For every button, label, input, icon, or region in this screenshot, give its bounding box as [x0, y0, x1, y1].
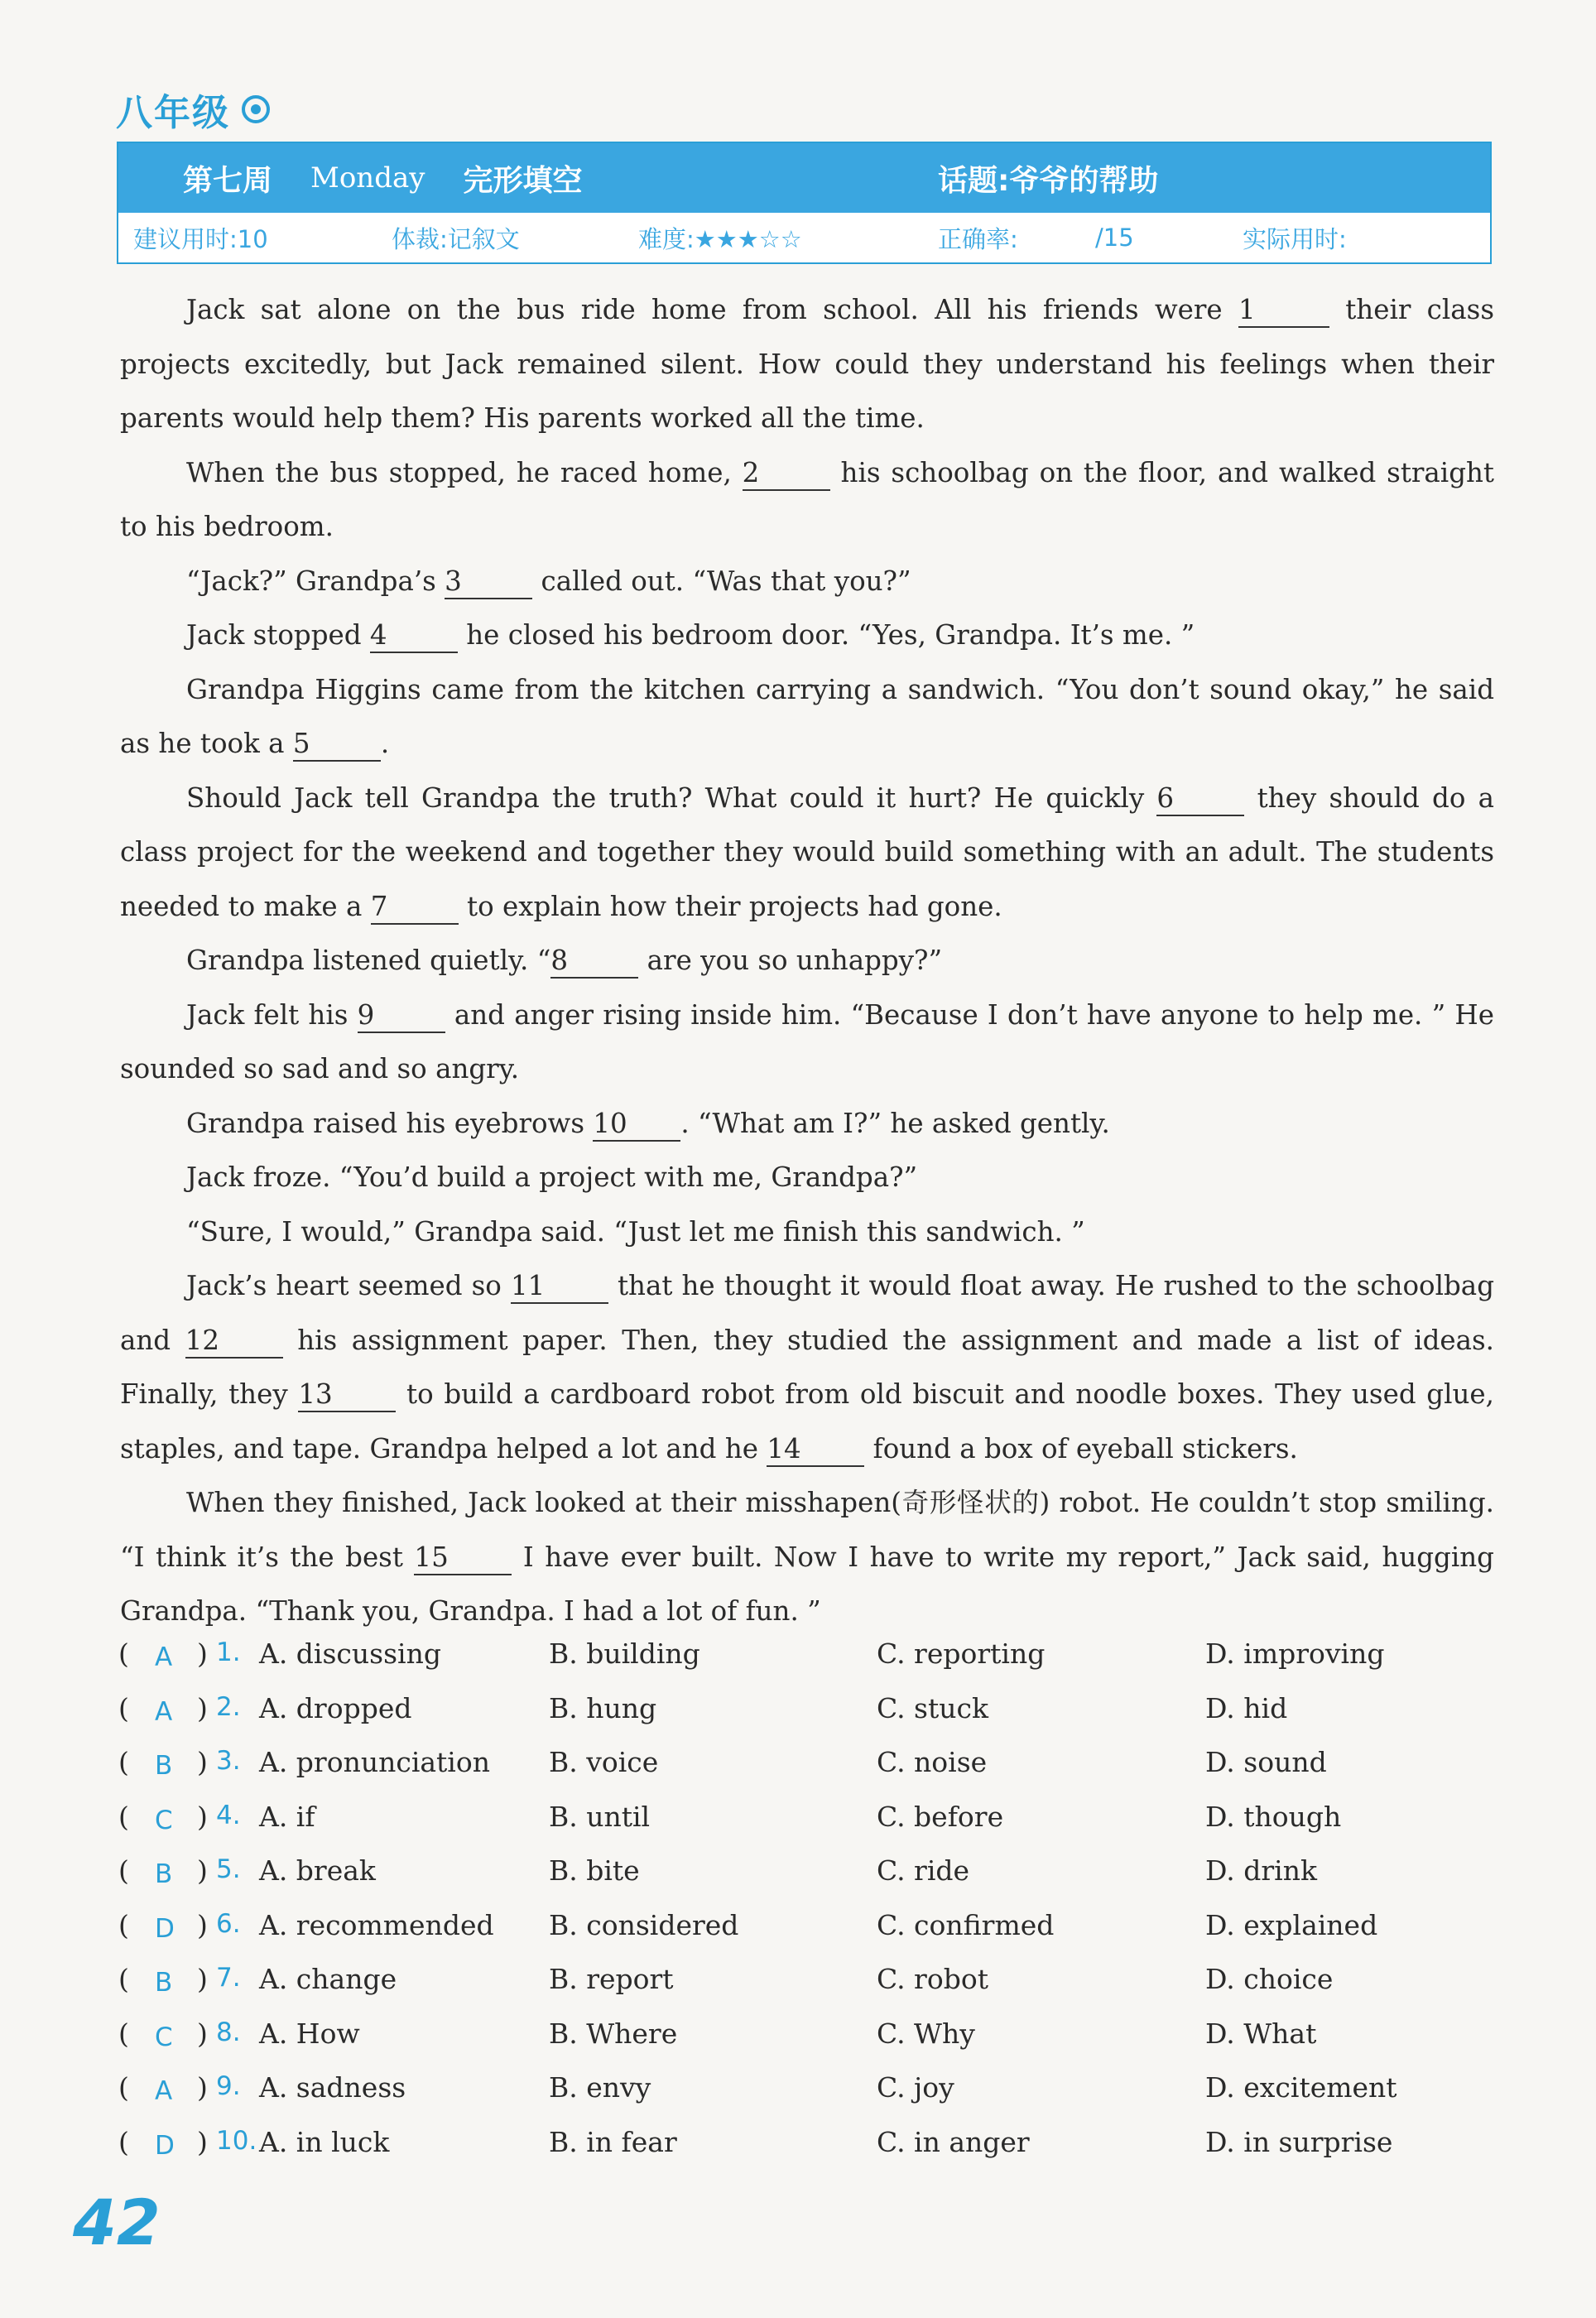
- answer-paren-open: (: [118, 1746, 129, 1778]
- option-b[interactable]: B. hung: [549, 1691, 657, 1724]
- question-number: 2.: [216, 1691, 241, 1722]
- answer-paren-open: (: [118, 1800, 129, 1833]
- question-number: 7.: [216, 1963, 241, 1993]
- passage-text: Grandpa Higgins came from the kitchen carrying a sandwich. “You don’t sound okay,” he said as he took a: [120, 673, 1494, 759]
- grade-text: 八年级: [116, 92, 230, 134]
- question-row: [118, 2017, 1493, 2072]
- option-c[interactable]: C. noise: [877, 1746, 988, 1778]
- option-d[interactable]: D. sound: [1205, 1746, 1327, 1778]
- question-number: 6.: [216, 1908, 241, 1939]
- passage-text: they should do a class project for the weekend and together they would build something with an adult. The students needed to make a: [120, 781, 1494, 922]
- question-number: 10.: [216, 2125, 257, 2156]
- exercise-header: [117, 142, 1492, 264]
- topic-label: 话题:爷爷的帮助: [938, 163, 1159, 198]
- passage-paragraph: [120, 772, 1494, 935]
- answer-letter[interactable]: B: [155, 1968, 173, 1998]
- question-row: [118, 1801, 1493, 1855]
- answer-paren-close: ): [197, 1638, 208, 1670]
- passage-paragraph: [120, 1097, 1494, 1152]
- passage-paragraph: [120, 1259, 1494, 1476]
- passage-text: Jack froze. “You’d build a project with me, Grandpa?”: [186, 1161, 918, 1193]
- passage-text: Jack stopped: [186, 619, 370, 651]
- option-a[interactable]: A. pronunciation: [259, 1746, 490, 1778]
- passage-text: are you so unhappy?”: [638, 945, 943, 976]
- answer-paren-close: ): [197, 1691, 208, 1724]
- option-d[interactable]: D. explained: [1205, 1908, 1378, 1941]
- passage-text: .: [380, 728, 390, 759]
- option-a[interactable]: A. break: [259, 1854, 376, 1887]
- option-d[interactable]: D. improving: [1205, 1638, 1385, 1670]
- question-row: [118, 1963, 1493, 2017]
- blank-9[interactable]: 9: [358, 998, 445, 1033]
- answer-paren-close: ): [197, 2125, 208, 2158]
- passage-text: called out. “Was that you?”: [532, 565, 911, 597]
- answer-paren-open: (: [118, 2017, 129, 2050]
- blank-10[interactable]: 10: [593, 1107, 680, 1142]
- page-number: 42: [73, 2186, 161, 2259]
- blank-11[interactable]: 11: [511, 1269, 608, 1304]
- answer-paren-close: ): [197, 1908, 208, 1941]
- option-a[interactable]: A. change: [259, 1963, 397, 1995]
- passage-text: “Jack?” Grandpa’s: [186, 565, 445, 597]
- answer-letter[interactable]: D: [155, 1913, 175, 1944]
- passage-paragraph: [120, 1151, 1494, 1205]
- option-c[interactable]: C. joy: [877, 2071, 954, 2104]
- answer-paren-open: (: [118, 1638, 129, 1670]
- blank-8[interactable]: 8: [550, 944, 638, 979]
- passage-text: Jack sat alone on the bus ride home from school. All his friends were: [186, 294, 1238, 325]
- question-number: 5.: [216, 1854, 241, 1884]
- passage-paragraph: [120, 1476, 1494, 1639]
- passage-text: . “What am I?” he asked gently.: [680, 1107, 1110, 1139]
- blank-5[interactable]: 5: [293, 727, 381, 762]
- blank-13[interactable]: 13: [298, 1378, 396, 1412]
- option-d[interactable]: D. in surprise: [1205, 2125, 1393, 2158]
- option-d[interactable]: D. hid: [1205, 1691, 1288, 1724]
- suggested-time: 建议用时:10: [133, 224, 268, 253]
- blank-7[interactable]: 7: [371, 890, 459, 925]
- accuracy-total: /15: [1095, 224, 1134, 252]
- option-c[interactable]: C. ride: [877, 1854, 970, 1887]
- passage-paragraph: [120, 283, 1494, 446]
- option-c[interactable]: C. robot: [877, 1963, 988, 1995]
- blank-3[interactable]: 3: [445, 565, 532, 599]
- option-d[interactable]: D. drink: [1205, 1854, 1317, 1887]
- option-b[interactable]: B. building: [549, 1638, 700, 1670]
- passage-text: his assignment paper. Then, they studied the assignment and made a list of ideas. Finally, they: [120, 1324, 1494, 1410]
- option-c[interactable]: C. confirmed: [877, 1908, 1055, 1941]
- answer-paren-open: (: [118, 1908, 129, 1941]
- answer-paren-close: ): [197, 1800, 208, 1833]
- answer-letter[interactable]: D: [155, 2130, 175, 2161]
- option-c[interactable]: C. stuck: [877, 1691, 988, 1724]
- option-a[interactable]: A. dropped: [259, 1691, 412, 1724]
- passage-text: to build a cardboard robot from old biscuit and noodle boxes. They used glue, staples, and tape. Grandpa helped a lot and he: [120, 1378, 1494, 1464]
- question-number: 4.: [216, 1800, 241, 1830]
- option-a[interactable]: A. discussing: [259, 1638, 441, 1670]
- exercise-type: 完形填空: [463, 163, 583, 198]
- answer-letter[interactable]: C: [155, 2022, 173, 2052]
- option-a[interactable]: A. How: [259, 2017, 360, 2050]
- answer-paren-close: ): [197, 2017, 208, 2050]
- option-d[interactable]: D. though: [1205, 1800, 1342, 1833]
- answer-letter[interactable]: B: [155, 1751, 173, 1781]
- passage-paragraph: [120, 663, 1494, 772]
- answer-paren-open: (: [118, 1963, 129, 1995]
- blank-14[interactable]: 14: [767, 1432, 864, 1467]
- passage-text: found a box of eyeball stickers.: [864, 1432, 1298, 1464]
- option-c[interactable]: C. before: [877, 1800, 1004, 1833]
- question-number: 8.: [216, 2017, 241, 2047]
- blank-1[interactable]: 1: [1238, 293, 1329, 328]
- option-b[interactable]: B. considered: [549, 1908, 739, 1941]
- option-b[interactable]: B. envy: [549, 2071, 651, 2104]
- option-d[interactable]: D. choice: [1205, 1963, 1334, 1995]
- passage-text: Jack’s heart seemed so: [186, 1270, 511, 1301]
- option-b[interactable]: B. Where: [549, 2017, 678, 2050]
- answer-letter[interactable]: A: [155, 2076, 173, 2106]
- passage-text: he closed his bedroom door. “Yes, Grandpa. It’s me. ”: [457, 619, 1195, 651]
- passage-text: Should Jack tell Grandpa the truth? What could it hurt? He quickly: [186, 781, 1157, 814]
- option-d[interactable]: D. What: [1205, 2017, 1317, 2050]
- passage-text: When the bus stopped, he raced home,: [186, 456, 743, 488]
- passage-paragraph: [120, 1205, 1494, 1260]
- answer-letter[interactable]: A: [155, 1696, 173, 1727]
- header-info-row: [118, 213, 1490, 262]
- accuracy-label: 正确率:: [938, 224, 1018, 253]
- answer-paren-close: ): [197, 2071, 208, 2104]
- actual-time-label: 实际用时:: [1243, 224, 1347, 253]
- option-a[interactable]: A. sadness: [259, 2071, 406, 2104]
- answer-paren-close: ): [197, 1746, 208, 1778]
- question-row: [118, 1692, 1493, 1747]
- option-d[interactable]: D. excitement: [1205, 2071, 1397, 2104]
- blank-2[interactable]: 2: [743, 456, 830, 491]
- option-a[interactable]: A. in luck: [259, 2125, 390, 2158]
- blank-12[interactable]: 12: [185, 1324, 283, 1359]
- option-b[interactable]: B. report: [549, 1963, 674, 1995]
- question-number: 9.: [216, 2071, 241, 2101]
- passage-text: Grandpa raised his eyebrows: [186, 1107, 594, 1139]
- passage-paragraph: [120, 446, 1494, 555]
- answer-paren-open: (: [118, 1691, 129, 1724]
- option-c[interactable]: C. in anger: [877, 2125, 1030, 2158]
- passage-text: to explain how their projects had gone.: [458, 890, 1002, 922]
- passage-text: and anger rising inside him. “Because I don’t have anyone to help me. ” He sounded so sad and so angry.: [120, 998, 1495, 1084]
- question-row: [118, 1909, 1493, 1964]
- cloze-passage: [120, 283, 1494, 1639]
- passage-text: his schoolbag on the floor, and walked straight to his bedroom.: [120, 456, 1494, 542]
- day-label: Monday: [310, 161, 425, 195]
- option-b[interactable]: B. until: [549, 1800, 651, 1833]
- question-row: [118, 2126, 1493, 2181]
- passage-text: their class projects excitedly, but Jack remained silent. How could they understand his feelings when their parents would help them? His parents worked all the time.: [120, 294, 1494, 434]
- question-row: [118, 2071, 1493, 2126]
- passage-text: Jack felt his: [186, 998, 358, 1031]
- answer-paren-open: (: [118, 2071, 129, 2104]
- week-label: 第七周: [183, 163, 273, 198]
- answer-paren-close: ): [197, 1963, 208, 1995]
- answer-letter[interactable]: C: [155, 1805, 173, 1835]
- passage-paragraph: [120, 608, 1494, 663]
- blank-6[interactable]: 6: [1156, 781, 1244, 816]
- blank-15[interactable]: 15: [414, 1541, 512, 1575]
- passage-paragraph: [120, 934, 1494, 988]
- passage-paragraph: [120, 555, 1494, 609]
- answer-paren-close: ): [197, 1854, 208, 1887]
- question-number: 3.: [216, 1746, 241, 1776]
- passage-text: Grandpa listened quietly. “: [186, 945, 551, 976]
- difficulty-label: 难度:★★★☆☆: [638, 224, 802, 253]
- answer-letter[interactable]: B: [155, 1859, 173, 1889]
- question-row: [118, 1638, 1493, 1692]
- grade-label: [116, 83, 270, 136]
- question-row: [118, 1854, 1493, 1909]
- header-title-bar: [118, 143, 1490, 213]
- question-list: [118, 1638, 1493, 2180]
- target-icon: [242, 95, 270, 123]
- option-b[interactable]: B. voice: [549, 1746, 659, 1778]
- option-b[interactable]: B. in fear: [549, 2125, 677, 2158]
- answer-letter[interactable]: A: [155, 1642, 173, 1672]
- option-b[interactable]: B. bite: [549, 1854, 640, 1887]
- question-row: [118, 1746, 1493, 1801]
- passage-text: When they finished, Jack looked at their misshapen(奇形怪状的) robot. He couldn’t stop smiling. “I think it’s the best: [120, 1487, 1494, 1573]
- option-a[interactable]: A. recommended: [259, 1908, 494, 1941]
- passage-text: that he thought it would float away. He rushed to the schoolbag and: [120, 1270, 1494, 1356]
- option-c[interactable]: C. reporting: [877, 1638, 1046, 1670]
- passage-text: I have ever built. Now I have to write my report,” Jack said, hugging Grandpa. “Thank you, Grandpa. I had a lot of fun. ”: [120, 1541, 1494, 1627]
- option-c[interactable]: C. Why: [877, 2017, 975, 2050]
- passage-text: “Sure, I would,” Grandpa said. “Just let me finish this sandwich. ”: [186, 1215, 1085, 1248]
- answer-paren-open: (: [118, 2125, 129, 2158]
- question-number: 1.: [216, 1638, 241, 1667]
- blank-4[interactable]: 4: [370, 618, 458, 653]
- answer-paren-open: (: [118, 1854, 129, 1887]
- option-a[interactable]: A. if: [259, 1800, 315, 1833]
- passage-paragraph: [120, 988, 1494, 1097]
- genre-label: 体裁:记叙文: [392, 224, 520, 253]
